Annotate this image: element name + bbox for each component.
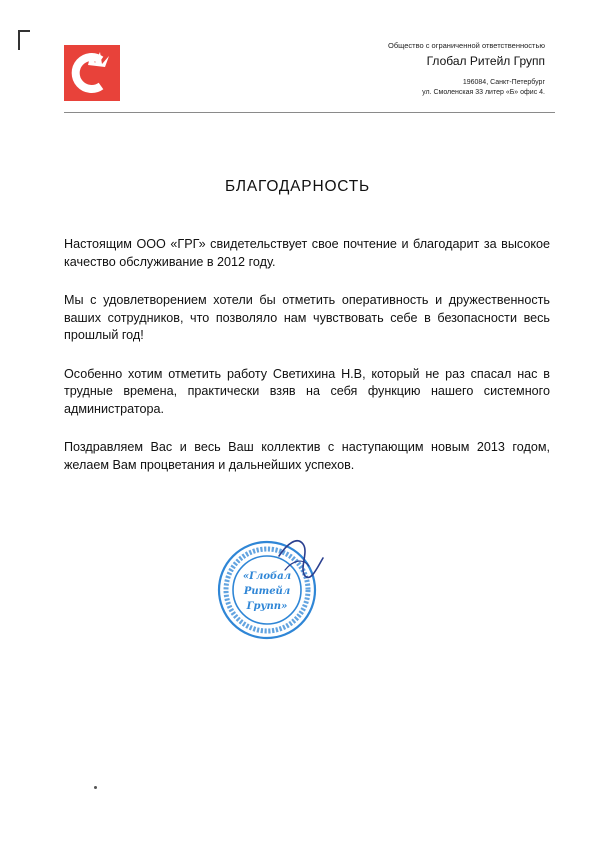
paragraph: Мы с удовлетворением хотели бы отметить оперативность и дружественность ваших сотрудников, что позволяло нам чувствовать себе в безопасности весь прошлый год! (64, 293, 550, 342)
org-legal-form: Общество с ограниченной ответственностью (388, 41, 545, 50)
scan-artifact (94, 786, 97, 789)
stamp-line: Групп» (246, 601, 288, 612)
company-stamp (213, 538, 331, 642)
org-address-street: ул. Смоленская 33 литер «Б» офис 4. (422, 89, 545, 96)
stamp-line: Ритейл (243, 586, 291, 597)
paragraph: Особенно хотим отметить работу Светихина Н.В, который не раз спасал нас в трудные времена, практически взяв на себя функцию нашего системного администратора. (64, 366, 550, 416)
document-title: БЛАГОДАРНОСТЬ (224, 178, 371, 195)
org-address-city: 196084, Санкт-Петербург (462, 79, 545, 86)
paragraph: Поздравляем Вас и весь Ваш коллектив с наступающим новым 2013 годом, желаем Вам процветания и дальнейших успехов. (64, 440, 550, 472)
org-name: Глобал Ритейл Групп (426, 54, 545, 68)
scan-artifact (18, 30, 20, 50)
letter-body (64, 236, 550, 495)
stamp-line: «Глобал (242, 571, 292, 582)
letterhead (285, 40, 545, 98)
company-logo-icon (64, 45, 120, 101)
scan-artifact (18, 30, 30, 32)
header-divider (64, 112, 555, 113)
paragraph: Настоящим ООО «ГРГ» свидетельствует свое почтение и благодарит за высокое качество обслуживание в 2012 году. (64, 237, 550, 269)
